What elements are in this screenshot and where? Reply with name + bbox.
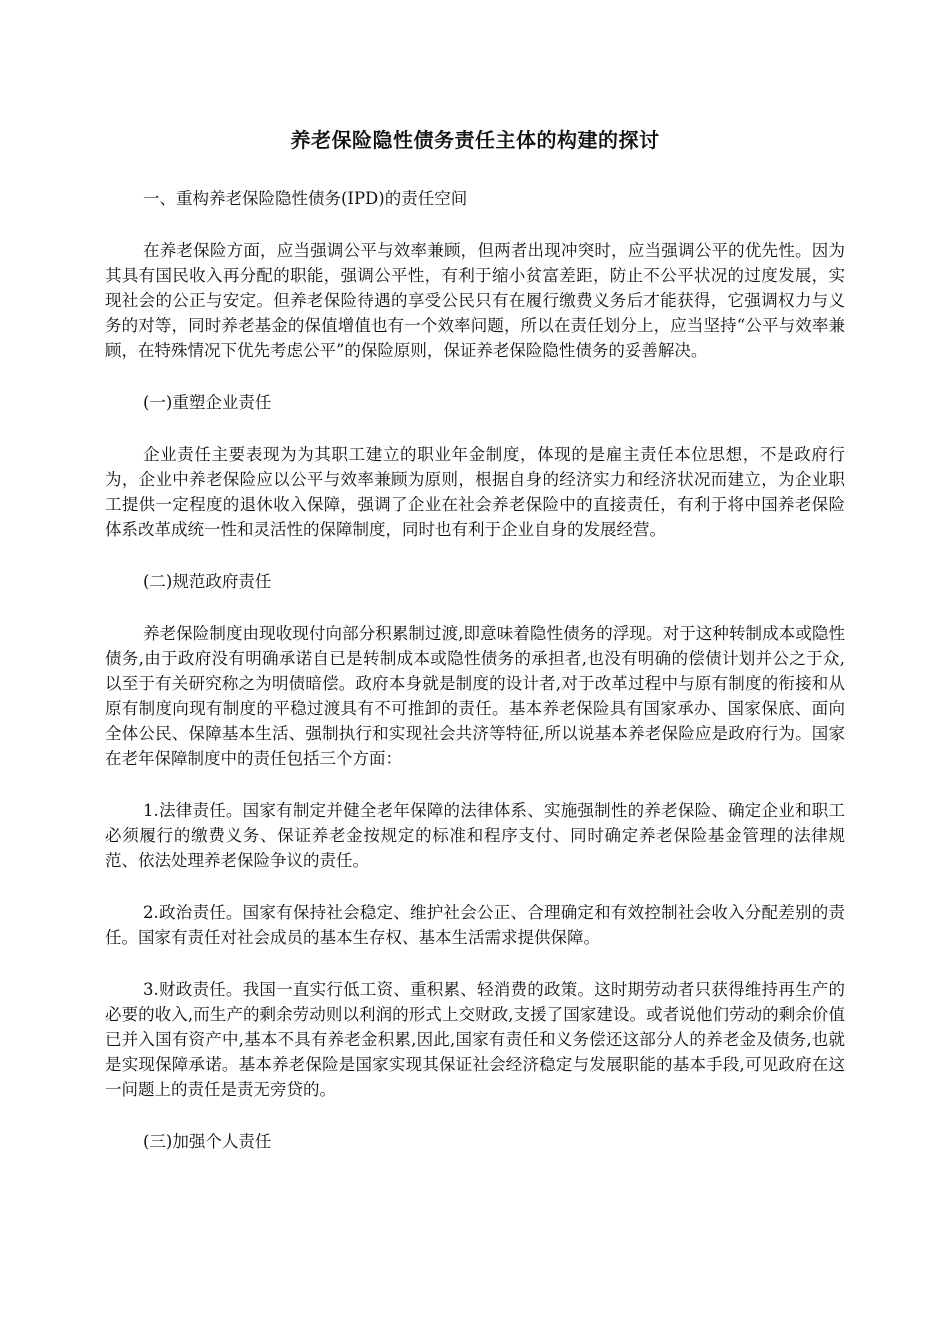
paragraph: 养老保险制度由现收现付向部分积累制过渡,即意味着隐性债务的浮现。对于这种转制成本或隐性债务,由于政府没有明确承诺自已是转制成本或隐性债务的承担者,也没有明确的偿债计划并公之于众,以至于有关研究称之为明债暗偿。政府本身就是制度的设计者,对于改革过程中与原有制度的衔接和从原有制度向现有制度的平稳过渡具有不可推卸的责任。基本养老保险具有国家承办、国家保底、面向全体公民、保障基本生活、强制执行和实现社会共济等特征,所以说基本养老保险应是政府行为。国家在老年保障制度中的责任包括三个方面：	[105, 624, 845, 768]
paragraph: 2.政治责任。国家有保持社会稳定、维护社会公正、合理确定和有效控制社会收入分配差别的责任。国家有责任对社会成员的基本生存权、基本生活需求提供保障。	[105, 903, 845, 947]
section-heading: 一、重构养老保险隐性债务(IPD)的责任空间	[143, 189, 468, 208]
subsection-heading: (一)重塑企业责任	[143, 393, 272, 412]
subsection-heading: (二)规范政府责任	[143, 572, 272, 591]
document-title: 养老保险隐性债务责任主体的构建的探讨	[290, 128, 660, 152]
paragraph: 3.财政责任。我国一直实行低工资、重积累、轻消费的政策。这时期劳动者只获得维持再生产的必要的收入,而生产的剩余劳动则以利润的形式上交财政,支援了国家建设。或者说他们劳动的剩余价值已并入国有资产中,基本不具有养老金积累,因此,国家有责任和义务偿还这部分人的养老金及债务,也就是实现保障承诺。基本养老保险是国家实现其保证社会经济稳定与发展职能的基本手段,可见政府在这一问题上的责任是责无旁贷的。	[105, 980, 845, 1099]
subsection-heading: (三)加强个人责任	[143, 1132, 272, 1151]
document-body	[105, 186, 845, 1181]
paragraph: 企业责任主要表现为为其职工建立的职业年金制度，体现的是雇主责任本位思想，不是政府行为，企业中养老保险应以公平与效率兼顾为原则，根据自身的经济实力和经济状况而建立，为企业职工提供一定程度的退休收入保障，强调了企业在社会养老保险中的直接责任，有利于将中国养老保险体系改革成统一性和灵活性的保障制度，同时也有利于企业自身的发展经营。	[105, 445, 845, 539]
paragraph: 在养老保险方面，应当强调公平与效率兼顾，但两者出现冲突时，应当强调公平的优先性。因为其具有国民收入再分配的职能，强调公平性，有利于缩小贫富差距，防止不公平状况的过度发展，实现社会的公正与安定。但养老保险待遇的享受公民只有在履行缴费义务后才能获得，它强调权力与义务的对等，同时养老基金的保值增值也有一个效率问题，所以在责任划分上，应当坚持“公平与效率兼顾，在特殊情况下优先考虑公平”的保险原则，保证养老保险隐性债务的妥善解决。	[105, 241, 845, 360]
paragraph: 1.法律责任。国家有制定并健全老年保障的法律体系、实施强制性的养老保险、确定企业和职工必须履行的缴费义务、保证养老金按规定的标准和程序支付、同时确定养老保险基金管理的法律规范、依法处理养老保险争议的责任。	[105, 801, 845, 870]
